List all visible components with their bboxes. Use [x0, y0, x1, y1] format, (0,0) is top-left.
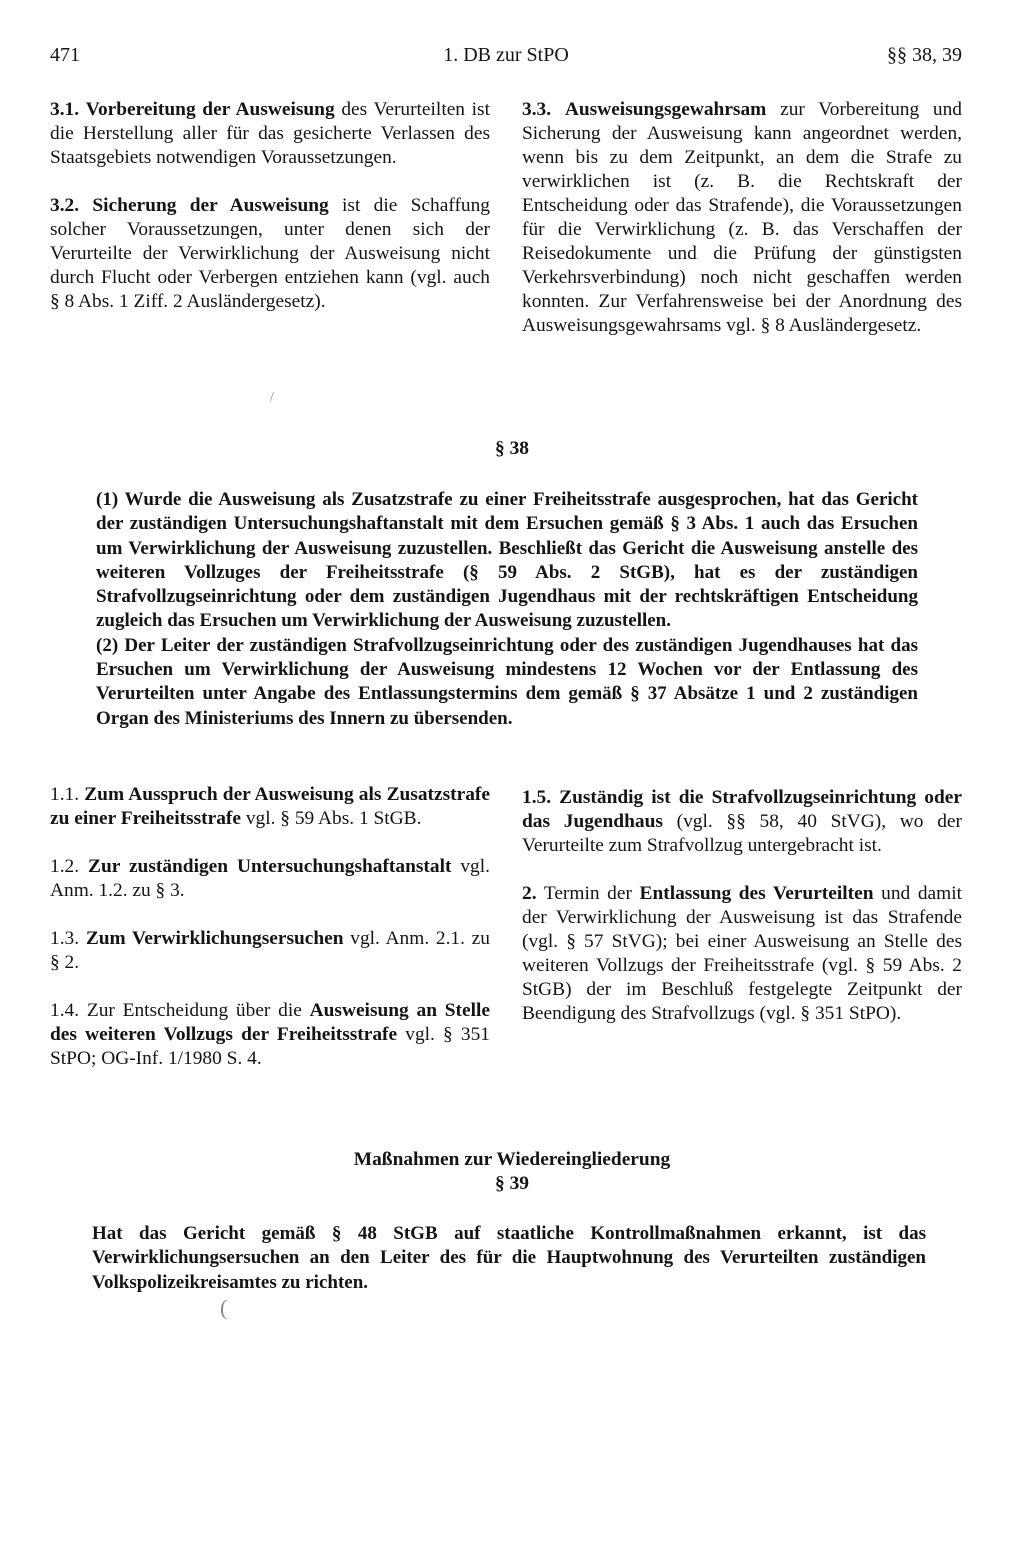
running-title: 1. DB zur StPO — [443, 44, 569, 66]
page-number: 471 — [50, 44, 80, 66]
note-bold: Vorbereitung der Ausweisung — [85, 99, 335, 120]
running-header — [50, 44, 962, 74]
section-39-heading: § 39 — [495, 1173, 529, 1194]
scan-mark: ( — [220, 1295, 228, 1320]
note-1-5: 1.5. Zuständig ist die Strafvollzugseinrichtung oder das Jugendhaus (vgl. §§ 58, 40 StVG), wo der Verurteilte zum Strafvollzug untergebracht ist. — [522, 787, 962, 856]
note-1-2: 1.2. Zur zuständigen Untersuchungshaftanstalt vgl. Anm. 1.2. zu § 3. — [50, 856, 490, 901]
commentary-notes-right — [522, 786, 962, 1050]
note-3-2: 3.2. Sicherung der Ausweisung ist die Schaffung solcher Voraussetzungen, unter denen sich der Verurteilte der Verwirklichung der Ausweisung nicht durch Flucht oder Verbergen entziehen kann (vgl. auch § 8 Abs. 1 Ziff. 2 Ausländergesetz). — [50, 195, 490, 312]
note-bold: Ausweisung an Stelle des weiteren Vollzugs der Freiheitsstrafe — [50, 1000, 490, 1045]
note-3-1: 3.1. Vorbereitung der Ausweisung des Verurteilten ist die Herstellung aller für das gesicherte Verlassen des Staatsgebiets notwendigen Voraussetzungen. — [50, 99, 490, 168]
note-1-4: 1.4. Zur Entscheidung über die Ausweisung an Stelle des weiteren Vollzugs der Freiheitsstrafe vgl. § 351 StPO; OG-Inf. 1/1980 S. 4. — [50, 1000, 490, 1069]
section-range: §§ 38, 39 — [887, 44, 962, 66]
note-1-1: 1.1. Zum Ausspruch der Ausweisung als Zusatzstrafe zu einer Freiheitsstrafe vgl. § 59 Abs. 1 StGB. — [50, 784, 490, 829]
commentary-top-left — [50, 98, 490, 338]
note-bold: Zum Verwirklichungsersuchen — [85, 928, 344, 949]
section-39-title: Maßnahmen zur Wiedereingliederung — [353, 1149, 671, 1170]
note-bold: Zum Ausspruch der Ausweisung als Zusatzstrafe zu einer Freiheitsstrafe — [50, 784, 490, 829]
section-38-heading: § 38 — [495, 438, 529, 459]
note-bold: Ausweisungsgewahrsam — [564, 99, 767, 120]
note-3-3: 3.3. Ausweisungsgewahrsam zur Vorbereitung und Sicherung der Ausweisung kann angeordnet werden, wenn bis zu dem Zeitpunkt, an dem die Strafe zu verwirklichen ist (z. B. die Rechtskraft der Entscheidung oder das Strafende), die Voraussetzungen für die Verwirklichung (z. B. das Verschaffen der Reisedokumente und die Prüfung der günstigsten Verkehrsverbindung) noch nicht geschaffen werden konnten. Zur Verfahrensweise bei der Anordnung des Ausweisungsgewahrsams vgl. § 8 Ausländergesetz. — [522, 99, 962, 336]
note-bold: Zuständig ist die Strafvollzugseinrichtung oder das Jugendhaus — [522, 787, 962, 832]
note-2: 2. Termin der Entlassung des Verurteilten und damit der Verwirklichung der Ausweisung ist das Strafende (vgl. § 57 StVG); bei einer Ausweisung an Stelle des weiteren Vollzugs der Freiheitsstrafe (vgl. § 59 Abs. 2 StGB) der im Beschluß festgelegte Zeitpunkt der Beendigung des Strafvollzugs (vgl. § 351 StPO). — [522, 883, 962, 1024]
section-38-para-1: (1) Wurde die Ausweisung als Zusatzstrafe zu einer Freiheitsstrafe ausgesprochen, hat das Gericht der zuständigen Untersuchungshaftanstalt mit dem Ersuchen gemäß § 3 Abs. 1 auch das Ersuchen um Verwirklichung der Ausweisung zuzustellen. Beschließt das Gericht die Ausweisung anstelle des weiteren Vollzuges der Freiheitsstrafe (§ 59 Abs. 2 StGB), hat es der zuständigen Strafvollzugseinrichtung oder dem zuständigen Jugendhaus mit der rechtskräftigen Entscheidung zugleich das Ersuchen um Verwirklichung der Ausweisung zuzustellen. — [96, 489, 918, 632]
section-39-text — [92, 1222, 926, 1295]
note-1-3: 1.3. Zum Verwirklichungsersuchen vgl. Anm. 2.1. zu § 2. — [50, 928, 490, 973]
note-bold: Entlassung des Verurteilten — [639, 883, 874, 904]
section-38-para-2: (2) Der Leiter der zuständigen Strafvollzugseinrichtung oder des zuständigen Jugendhauses hat das Ersuchen um Verwirklichung der Ausweisung mindestens 12 Wochen vor der Entlassung des Verurteilten unter Angabe des Entlassungstermins dem gemäß § 37 Absätze 1 und 2 zuständigen Organ des Ministeriums des Innern zu übersenden. — [96, 634, 918, 729]
section-39-para: Hat das Gericht gemäß § 48 StGB auf staatliche Kontrollmaßnahmen erkannt, ist das Verwirklichungsersuchen an den Leiter des für die Hauptwohnung des Verurteilten zuständigen Volkspolizeikreisamtes zu richten. — [92, 1223, 926, 1293]
scan-mark: / — [270, 390, 274, 405]
section-38-text — [96, 488, 918, 731]
note-bold: Zur zuständigen Untersuchungshaftanstalt — [88, 856, 452, 877]
commentary-notes-left — [50, 783, 490, 1095]
note-bold: Sicherung der Ausweisung — [92, 195, 329, 216]
commentary-top-right — [522, 98, 962, 362]
